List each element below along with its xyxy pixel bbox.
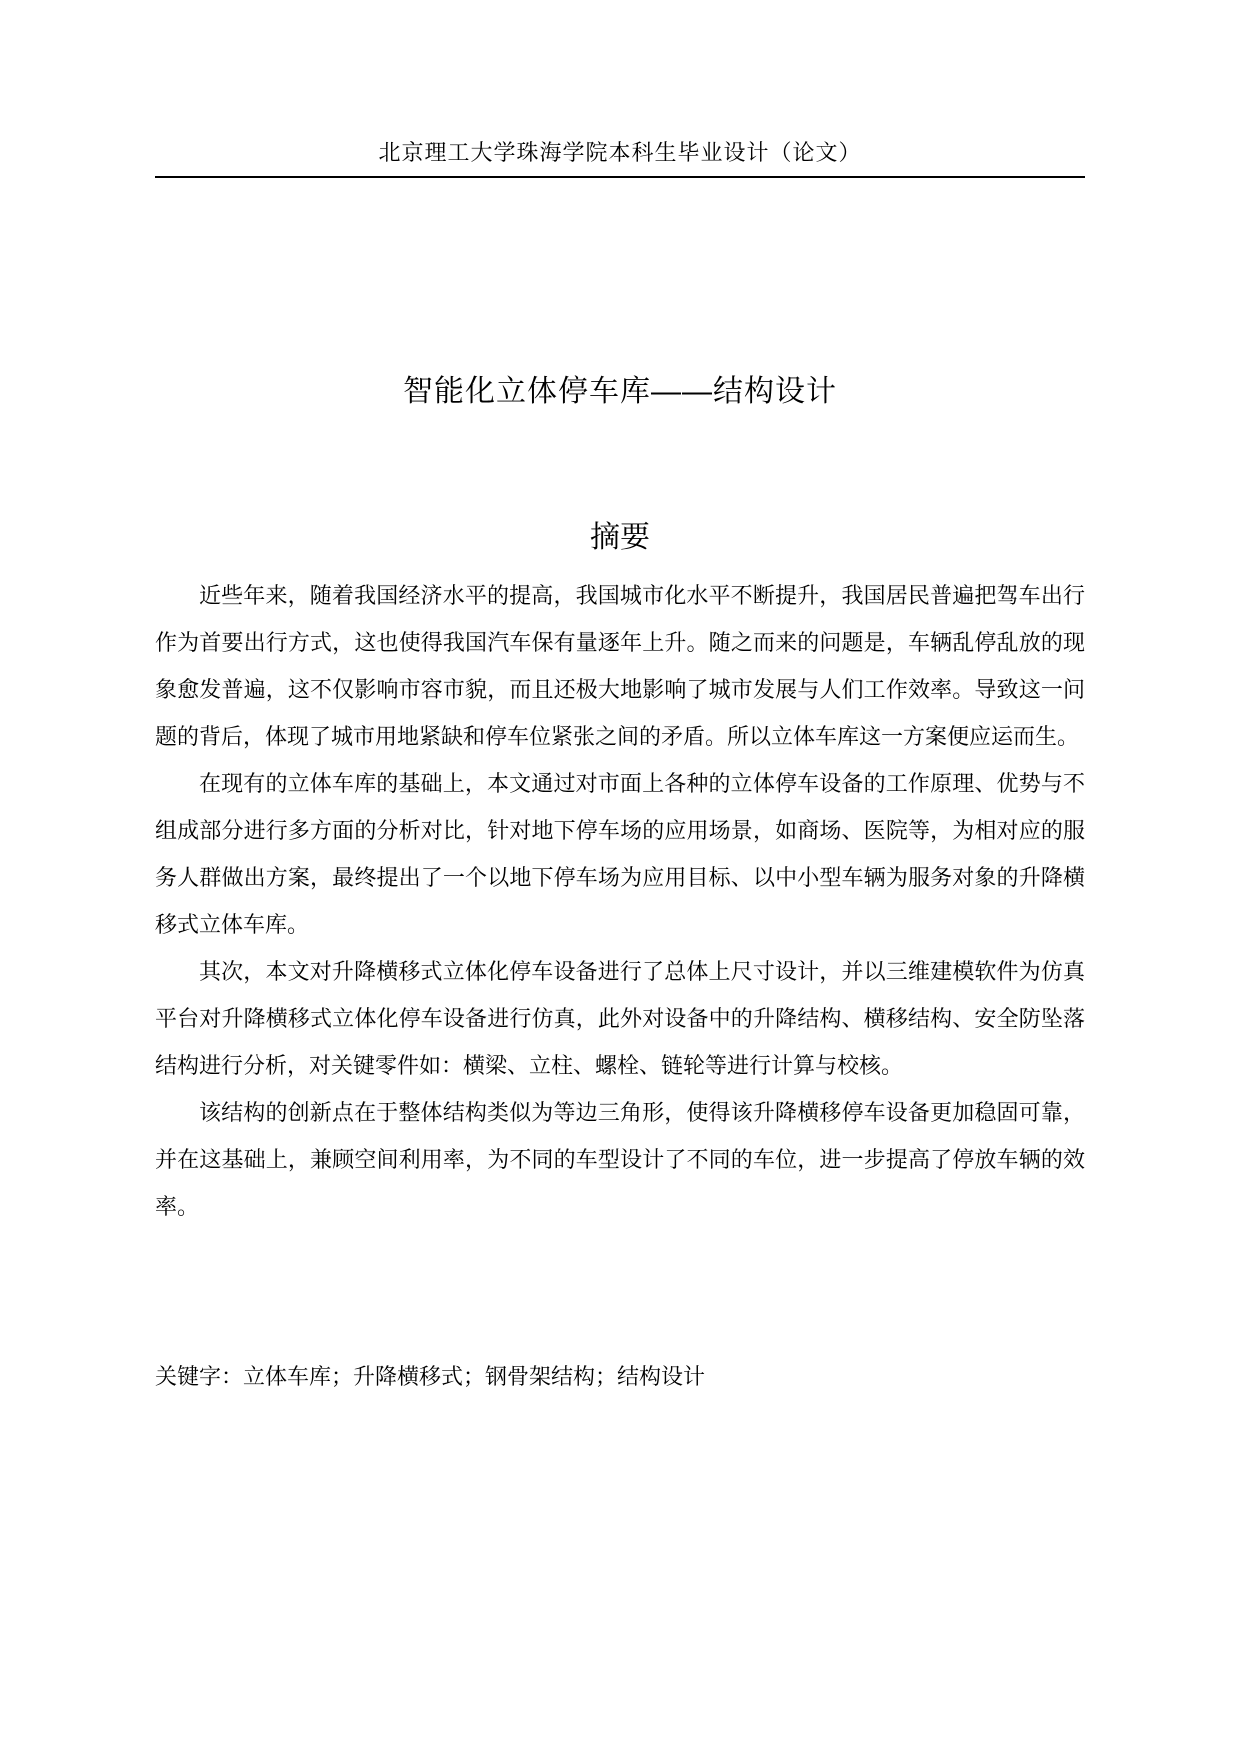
abstract-paragraph-1: 近些年来，随着我国经济水平的提高，我国城市化水平不断提升，我国居民普遍把驾车出行作为首要出行方式，这也使得我国汽车保有量逐年上升。随之而来的问题是，车辆乱停乱放的现象愈发普遍，这不仅影响市容市貌，而且还极大地影响了城市发展与人们工作效率。导致这一问题的背后，体现了城市用地紧缺和停车位紧张之间的矛盾。所以立体车库这一方案便应运而生。 [155, 583, 1085, 749]
abstract-paragraph-2: 在现有的立体车库的基础上，本文通过对市面上各种的立体停车设备的工作原理、优势与不组成部分进行多方面的分析对比，针对地下停车场的应用场景，如商场、医院等，为相对应的服务人群做出方案，最终提出了一个以地下停车场为应用目标、以中小型车辆为服务对象的升降横移式立体车库。 [155, 771, 1085, 937]
document-title: 智能化立体停车库——结构设计 [403, 375, 837, 408]
abstract-body [155, 572, 1085, 1230]
abstract-heading: 摘要 [590, 521, 650, 554]
abstract-paragraph-4: 该结构的创新点在于整体结构类似为等边三角形，使得该升降横移停车设备更加稳固可靠，并在这基础上，兼顾空间利用率，为不同的车型设计了不同的车位，进一步提高了停放车辆的效率。 [155, 1100, 1085, 1219]
page-header-text: 北京理工大学珠海学院本科生毕业设计（论文） [378, 140, 862, 165]
keywords-line: 关键字：立体车库；升降横移式；钢骨架结构；结构设计 [155, 1364, 706, 1389]
header-divider-rule [155, 176, 1085, 178]
abstract-paragraph-3: 其次，本文对升降横移式立体化停车设备进行了总体上尺寸设计，并以三维建模软件为仿真平台对升降横移式立体化停车设备进行仿真，此外对设备中的升降结构、横移结构、安全防坠落结构进行分析，对关键零件如：横梁、立柱、螺栓、链轮等进行计算与校核。 [155, 959, 1085, 1078]
